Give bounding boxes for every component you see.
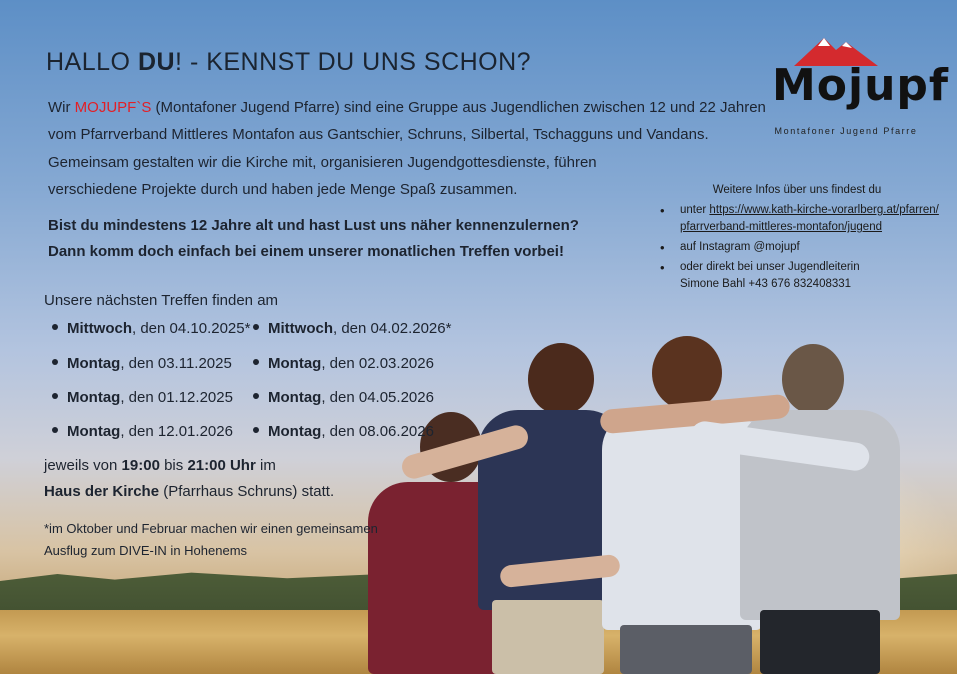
meeting-date: Mittwoch, den 04.02.2026*: [253, 320, 451, 337]
person-legs: [760, 610, 880, 674]
footnote: *im Oktober und Februar machen wir einen gemeinsamen Ausflug zum DIVE-IN in Hohenems: [44, 521, 378, 558]
meeting-time: jeweils von 19:00 bis 21:00 Uhr im: [44, 457, 276, 474]
person-head: [782, 344, 844, 414]
person-legs: [620, 625, 752, 674]
info-list: [652, 202, 942, 293]
meeting-date: Montag, den 12.01.2026: [52, 423, 233, 440]
website-link[interactable]: https://www.kath-kirche-vorarlberg.at/pfarren/ pfarrverband-mittleres-montafon/jugend: [680, 204, 939, 233]
meeting-place: Haus der Kirche (Pfarrhaus Schruns) statt.: [44, 483, 335, 500]
mojupf-logo: [766, 34, 950, 136]
meeting-date: Montag, den 01.12.2025: [52, 389, 233, 406]
meetings-heading: Unsere nächsten Treffen finden am: [44, 292, 279, 309]
meeting-date: Montag, den 02.03.2026: [253, 355, 434, 372]
person-head: [528, 343, 594, 415]
logo-subtitle: Montafoner Jugend Pfarre: [774, 126, 918, 136]
intro-paragraph-2: Gemeinsam gestalten wir die Kirche mit, organisieren Jugendgottesdienste, führen verschiedene Projekte durch und haben jede Menge Spaß zusammen.: [48, 154, 597, 198]
meeting-date: Montag, den 03.11.2025: [52, 355, 232, 372]
info-item-website: • unter https://www.kath-kirche-vorarlberg.at/pfarren/ pfarrverband-mittleres-montafon/jugend: [652, 202, 942, 236]
person-legs: [492, 600, 604, 674]
invitation-text: Bist du mindestens 12 Jahre alt und hast Lust uns näher kennenzulernen? Dann komm doch einfach bei einem unserer monatlichen Treffen vorbei!: [48, 217, 579, 260]
meeting-date: Montag, den 08.06.2026: [253, 423, 434, 440]
meeting-date: Mittwoch, den 04.10.2025*: [52, 320, 250, 337]
info-heading: Weitere Infos über uns findest du: [712, 184, 882, 196]
page-title: HALLO DU! - KENNST DU UNS SCHON?: [46, 48, 532, 76]
intro-paragraph: Wir MOJUPF`S (Montafoner Jugend Pfarre) sind eine Gruppe aus Jugendlichen zwischen 12 und 22 Jahren vom Pfarrverband Mittleres Montafon aus Gantschier, Schruns, Silbertal, Tschagguns und Vandans.: [48, 99, 766, 143]
meeting-date: Montag, den 04.05.2026: [253, 389, 434, 406]
info-box: [652, 184, 942, 296]
logo-wordmark: Mojupf: [772, 60, 950, 111]
info-item-contact: • oder direkt bei unser Jugendleiterin Simone Bahl +43 676 832408331: [652, 259, 942, 293]
info-item-instagram: • auf Instagram @mojupf: [652, 239, 942, 256]
brand-name: MOJUPF`S: [74, 99, 152, 116]
person-head: [652, 336, 722, 410]
